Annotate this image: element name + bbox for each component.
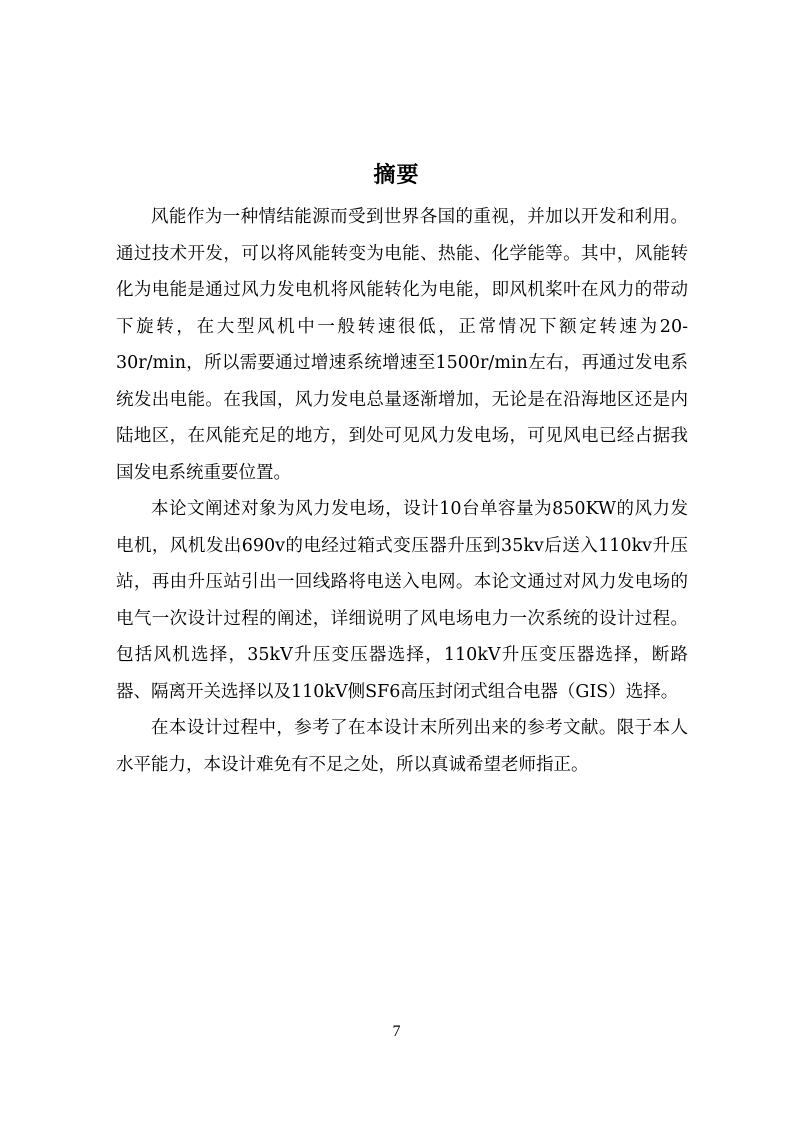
- paragraph-3: 在本设计过程中，参考了在本设计末所列出来的参考文献。限于本人水平能力，本设计难免有不足之处，所以真诚希望老师指正。: [116, 718, 688, 775]
- page-number: 7: [392, 1023, 401, 1040]
- page-title: 摘要: [373, 163, 420, 188]
- paragraph-1: 风能作为一种情结能源而受到世界各国的重视，并加以开发和利用。通过技术开发，可以将风能转变为电能、热能、化学能等。其中，风能转化为电能是通过风力发电机将风能转化为电能，即风机桨叶在风力的带动下旋转，在大型风机中一般转速很低，正常情况下额定转速为20-30r/min，所以需要通过增速系统增速至1500r/min左右，再通过发电系统发出电能。在我国，风力发电总量逐渐增加，无论是在沿海地区还是内陆地区，在风能充足的地方，到处可见风力发电场，可见风电已经占据我国发电系统重要位置。: [116, 207, 688, 483]
- abstract-body: [116, 199, 688, 783]
- paragraph-2: 本论文阐述对象为风力发电场，设计10台单容量为850KW的风力发电机，风机发出690v的电经过箱式变压器升压到35kv后送入110kv升压站，再由升压站引出一回线路将电送入电网。本论文通过对风力发电场的电气一次设计过程的阐述，详细说明了风电场电力一次系统的设计过程。包括风机选择，35kV升压变压器选择，110kV升压变压器选择，断路器、隔离开关选择以及110kV侧SF6高压封闭式组合电器（GIS）选择。: [116, 499, 688, 702]
